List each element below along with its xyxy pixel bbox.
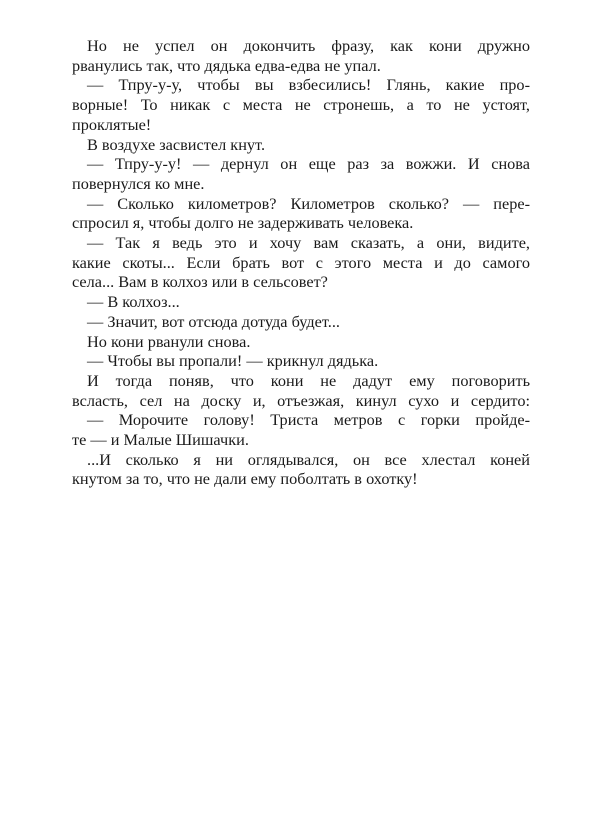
text-line: И тогда поняв, что кони не дадут ему поговорить <box>87 370 530 390</box>
text-line: — Тпру-у-у, чтобы вы взбесились! Глянь, какие про- <box>87 75 530 95</box>
text-line: ворные! То никак с места не стронешь, а то не устоят, <box>72 95 530 115</box>
text-line: рванулись так, что дядька едва-едва не упал. <box>72 55 381 75</box>
text-line: те — и Малые Шишачки. <box>72 430 249 450</box>
text-line: спросил я, чтобы долго не задерживать человека. <box>72 213 414 233</box>
text-line: — Морочите голову! Триста метров с горки пройде- <box>87 410 530 430</box>
text-line: — Значит, вот отсюда дотуда будет... <box>87 311 340 331</box>
text-line: Но не успел он докончить фразу, как кони дружно <box>87 36 530 55</box>
text-line: проклятые! <box>72 114 152 134</box>
text-line: кнутом за то, что не дали ему поболтать в охотку! <box>72 469 418 489</box>
text-line: — В колхоз... <box>87 292 180 312</box>
text-line: — Тпру-у-у! — дернул он еще раз за вожжи. И снова <box>87 154 530 174</box>
text-line: повернулся ко мне. <box>72 173 205 193</box>
text-line: — Чтобы вы пропали! — крикнул дядька. <box>87 351 379 371</box>
text-line: Но кони рванули снова. <box>87 331 251 351</box>
text-line: ...И сколько я ни оглядывался, он все хлестал коней <box>87 449 530 469</box>
text-line: села... Вам в колхоз или в сельсовет? <box>72 272 328 292</box>
text-line: — Так я ведь это и хочу вам сказать, а они, видите, <box>87 233 530 253</box>
page-text-body <box>72 36 530 489</box>
text-line: всласть, сел на доску и, отъезжая, кинул сухо и сердито: <box>72 390 530 410</box>
text-line: В воздухе засвистел кнут. <box>87 134 266 154</box>
text-line: — Сколько километров? Километров сколько? — пере- <box>87 193 530 213</box>
text-line: какие скоты... Если брать вот с этого места и до самого <box>72 252 530 272</box>
